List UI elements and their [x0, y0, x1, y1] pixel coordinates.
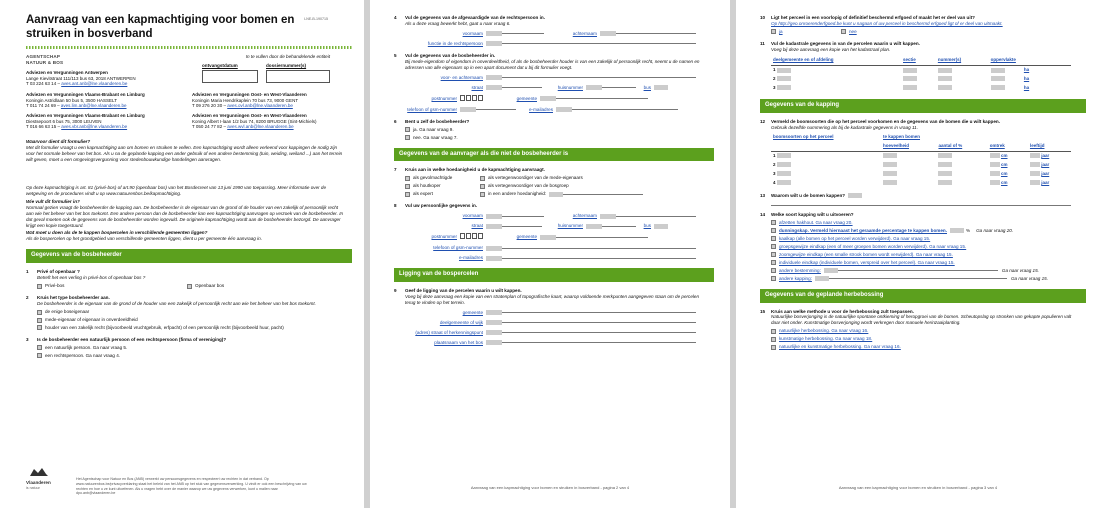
- q14-option: andere kapping: Ga naar vraag 15.: [771, 276, 1086, 282]
- q10-checkbox[interactable]: [771, 29, 776, 34]
- office-mail-link[interactable]: aves.ant.anb@lne.vlaanderen.be: [61, 81, 128, 87]
- q7-checkbox[interactable]: [405, 192, 410, 197]
- q2-option: mede-eigenaar of eigenaar in onverdeeldheid: [37, 317, 352, 323]
- dossiernummer-label: dossiernummer(s): [266, 62, 307, 68]
- agency-line1: AGENTSCHAP: [26, 53, 61, 59]
- q2-checkbox[interactable]: [37, 310, 42, 315]
- question-3: 3 Is de bosbeheerder een natuurlijk persoon of een rechtspersoon (firma of vereniging)?: [26, 336, 227, 342]
- q14-checkbox[interactable]: [771, 252, 776, 257]
- question-7: 7 Kruis aan in welke hoedanigheid u de kapmachtiging aanvraagt.: [394, 167, 545, 173]
- column-header: leeftijd: [1029, 143, 1045, 149]
- q14-checkbox[interactable]: [771, 268, 776, 273]
- huisnummer-label: huisnummer: [557, 223, 583, 229]
- q15-checkbox[interactable]: [771, 337, 776, 342]
- wat-answer: Als de bospercelen op het grondgebied van verschillende gemeenten liggen, dient u per gemeente één aanvraag in.: [26, 236, 262, 242]
- naam-label: voor- en achternaam: [440, 74, 483, 80]
- page-title: Aanvraag van een kapmachtiging voor bomen en struiken in bosverband: [26, 14, 295, 41]
- column-header: te kappen bomen: [883, 134, 921, 140]
- email-label: e-mailadres: [459, 255, 483, 261]
- question-1-sub: Betreft het een verling in privé-bos of openbaar bos ?: [37, 275, 146, 281]
- section-ligging: Ligging van de bospercelen: [394, 268, 714, 282]
- section-herbebossing: Gegevens van de geplande herbebossing: [760, 289, 1086, 303]
- office-mail-link[interactable]: aves.ovl.anb@lne.vlaanderen.be: [227, 103, 293, 109]
- question-2: 2 Kruis het type bosbeheerder aan.: [26, 295, 110, 301]
- q14-checkbox[interactable]: [771, 236, 776, 241]
- deelgemeente-label: deelgemeente of wijk: [439, 319, 483, 325]
- q6-checkbox[interactable]: [405, 127, 410, 132]
- column-header: sectie: [903, 57, 916, 63]
- question-4: 4 Vul de gegevens van de afgevaardigde van de rechtspersoon in.: [394, 15, 545, 20]
- q3-option: een natuurlijk persoon. Ga naar vraag 5.: [37, 345, 352, 351]
- email-input[interactable]: [556, 107, 572, 112]
- q14-option: groepsgewijze eindkap (een of meer groepen bomen worden verwijderd). Ga naar vraag 15.: [771, 244, 1086, 250]
- table-row: 1 ha: [773, 67, 1030, 73]
- q7-checkbox[interactable]: [480, 184, 485, 189]
- column-header: deelgemeente en of afdeling: [773, 57, 834, 63]
- column-header: nummer(s): [937, 57, 962, 63]
- question-12: 12 Vermeld de boomsoorten die op het perceel voorkomen en de gegevens van de bomen die u wilt kappen.: [760, 119, 1000, 125]
- table-row: 3 ha: [773, 84, 1030, 90]
- bus-input[interactable]: [654, 224, 668, 229]
- percentage-input[interactable]: [950, 228, 964, 233]
- naam-input[interactable]: [486, 75, 502, 80]
- q15-option: natuurlijke herbebossing. Ga naar vraag 16.: [771, 328, 1086, 334]
- question-11-sub: Voeg bij deze aanvraag een kopie van het kadastraal plan.: [771, 46, 891, 52]
- q7-checkbox[interactable]: [405, 176, 410, 181]
- q6-option: nee. Ga naar vraag 7.: [405, 135, 714, 141]
- voornaam-input[interactable]: [486, 31, 502, 36]
- question-5-sub: Bij mede-eigendom of eigendom in onverdeeldheid, of als de bosbeheerder houder is van een zakelijk of persoonlijk recht, neemt u de namen en adressen van alle eigenaars op in een apart document dat u bij dit formulier voegt.: [405, 58, 700, 70]
- question-8: 8 Vul uw persoonlijke gegevens in.: [394, 203, 478, 209]
- postnummer-boxes[interactable]: [460, 95, 484, 103]
- q10-checkbox[interactable]: [841, 29, 846, 34]
- table-row: 3 cm jaar: [773, 170, 1050, 176]
- straat-input[interactable]: [486, 85, 502, 90]
- agency-line2: NATUUR & BOS: [26, 59, 64, 65]
- postnummer-label: postnummer: [431, 95, 457, 101]
- q2-checkbox[interactable]: [37, 325, 42, 330]
- gemeente-label: gemeente: [516, 234, 537, 240]
- question-9: 9 Geef de ligging van de percelen waarin u wilt kappen.: [394, 287, 522, 293]
- vlaanderen-logo: Vlaanderen is natuur: [26, 466, 52, 486]
- lion-icon: [26, 466, 52, 478]
- question-14: 14 Welke soort kapping wilt u uitvoeren?: [760, 211, 854, 217]
- table-row: 4 cm jaar: [773, 179, 1050, 185]
- office-brugge: Adviezen en Vergunningen Oost- en West-Vlaanderen Koning Albert I-laan 1/2 bus 74, 8200 BRUGGE (Sint-Michiels) T 050 24 77 82 – aves.wvl.anb@lne.vlaanderen.be: [192, 112, 317, 130]
- office-leuven: Adviezen en Vergunningen Vlaams-Brabant en Limburg Diestsepoort 6 bus 75, 3000 LEUVEN T 016 66 63 15 – aves.vbr.anb@lne.vlaanderen.be: [26, 112, 145, 130]
- wettelijk-text: Op deze kapmachtiging is art. 81 (privé-bos) of art.90 (openbaar bos) van het Bosdecreet van 13 juni 1990 van toepassing. Meer informatie over de wetgeving en de procedures vindt u op www.natuurenbos.be/kapmachtiging.: [26, 184, 327, 196]
- straat-label: straat: [471, 223, 483, 229]
- kapping-input[interactable]: [815, 276, 829, 281]
- huisnummer-label: huisnummer: [557, 84, 583, 90]
- question-10: 10 Ligt het perceel in een voorlopig of definitief beschermd erfgoed of maakt het er deel van uit?: [760, 15, 975, 20]
- q14-checkbox[interactable]: [771, 244, 776, 249]
- q2-option: houder van een zakelijk recht (bijvoorbeeld vruchtgebruik, erfpacht) of een persoonlijk recht (bijvoorbeeld huur, pacht): [37, 325, 347, 331]
- question-9-sub: Voeg bij deze aanvraag een kopie van een stratenplan of topografische kaart, waarop voldoende merkpunten aangegeven staan om de percelen terug te vinden op het terrein.: [405, 293, 700, 305]
- q14-option: afzetten hakhout. Ga naar vraag 20.: [771, 220, 1086, 226]
- functie-label: functie in de rechtspersoon: [427, 40, 483, 46]
- privacy-footer: Het Agentschap voor Natuur en Bos (ANB) verwerkt uw persoonsgegevens en respecteert uw rechten in dat verband. Op www.natuurenbos.be/privacyverklaring staat het beleid van het ANB op het stuk van gegevensverwerking. U vindt er ook een beschrijving van uw rechten en hoe u ze kunt uitoefenen. Als u vragen hebt over de manier waarop we uw gegevens verwerken, kunt u mailen naar dpo.anb@vlaanderen.be: [76, 477, 307, 496]
- achternaam-label: achternaam: [572, 30, 597, 36]
- telefoon-label: telefoon of gsm-nummer: [433, 245, 483, 251]
- openbaar-bos-label: Openbaar bos: [195, 283, 225, 289]
- openbaar-bos-checkbox[interactable]: [187, 284, 192, 289]
- telefoon-input[interactable]: [486, 246, 502, 251]
- question-10-sub: Op http://geo.onroerenderfgoed.be kunt u nagaan of uw perceel in beschermd erfgoed ligt of er deel van uitmaakt.: [771, 20, 1003, 26]
- page-footer: Aanvraag van een kapmachtiging voor bomen en struiken in bosverband - pagina 2 van 4: [470, 484, 630, 490]
- section-aanvrager: Gegevens van de aanvrager als die niet de bosbeheerder is: [394, 148, 714, 162]
- q3-checkbox[interactable]: [37, 353, 42, 358]
- office-mail-link[interactable]: aves.vbr.anb@lne.vlaanderen.be: [61, 124, 128, 130]
- q15-option: natuurlijke en kunstmatige herbebossing. Ga naar vraag 16.: [771, 344, 1086, 350]
- telefoon-input[interactable]: [460, 107, 476, 112]
- office-mail-link[interactable]: aves.lim.anb@lne.vlaanderen.be: [60, 103, 127, 109]
- prive-bos-label: Privé-bos: [45, 283, 65, 289]
- column-header: aantal of %: [938, 143, 963, 149]
- office-antwerpen: Adviezen en Vergunningen Antwerpen Lange Kievitstraat 111/113 bus 63, 2018 ANTWERPEN T 03 224 63 14 – aves.ant.anb@lne.vlaanderen.be: [26, 69, 136, 87]
- bus-label: bus: [643, 223, 651, 229]
- q15-checkbox[interactable]: [771, 329, 776, 334]
- voornaam-input[interactable]: [486, 214, 502, 219]
- q14-checkbox[interactable]: [771, 228, 776, 233]
- q15-option: kunstmatige herbebossing. Ga naar vraag 18.: [771, 336, 1086, 342]
- column-header: hoeveelheid: [883, 143, 910, 149]
- waarvoor-question: Waarvoor dient dit formulier?: [26, 138, 91, 144]
- q3-option: een rechtspersoon. Ga naar vraag 4.: [37, 353, 352, 359]
- question-5: 5 Vul de gegevens van de bosbeheerder in.: [394, 52, 496, 58]
- gemeente-input[interactable]: [540, 235, 556, 240]
- reden-input[interactable]: [848, 193, 862, 198]
- straat-label: straat: [471, 84, 483, 90]
- email-label: e-mailadres: [529, 106, 553, 112]
- wie-question: Wie vult dit formulier in?: [26, 198, 80, 204]
- column-header: boomsoorten op het perceel: [773, 134, 834, 140]
- q14-option: dunningskap. Vermeld hiernaast het geraamde percentage te kappen bomen. % Ga naar vraag 20.: [771, 228, 1086, 234]
- voornaam-label: voornaam: [462, 30, 483, 36]
- achternaam-input[interactable]: [600, 214, 616, 219]
- section-bosbeheerder: Gegevens van de bosbeheerder: [26, 249, 352, 263]
- gemeente-label: gemeente: [516, 95, 537, 101]
- q14-checkbox[interactable]: [771, 276, 776, 281]
- adres-label: (adres) straat of herkenningspunt: [415, 329, 483, 335]
- office-hasselt: Adviezen en Vergunningen Vlaams-Brabant en Limburg Koningin Astridlaan 50 bus 5, 3500 HASSELT T 011 74 24 69 – aves.lim.anb@lne.vlaanderen.be: [26, 91, 145, 109]
- kadaster-table: [771, 56, 1071, 92]
- question-15-sub: Natuurlijke bosverjonging is de natuurlijke spontane ontkieming of heropgroei van de bomen. Scheutopslag op stronken van gekapte populieren valt daar niet onder. Kunstmatige bosverjonging wordt verkregen door manuele herinzaaiplanting.: [771, 314, 1072, 326]
- q2-option: de enige boseigenaar: [37, 309, 352, 315]
- column-header: omtrek: [989, 143, 1005, 149]
- achternaam-input[interactable]: [600, 31, 616, 36]
- voornaam-label: voornaam: [462, 213, 483, 219]
- q14-option: zoomgewijze eindkap (een smalle strook bomen wordt verwijderd). Ga naar vraag 15.: [771, 252, 1086, 258]
- gemeente-label: gemeente: [462, 309, 483, 315]
- gemeente-input[interactable]: [540, 96, 556, 101]
- q7-checkbox[interactable]: [405, 184, 410, 189]
- question-2-sub: De bosbeheerder is de eigenaar van de grond of de houder van een zakelijk of persoonlijk recht aan wie het beheer van het bos toekomt.: [37, 301, 316, 307]
- straat-input[interactable]: [486, 224, 502, 229]
- q7-checkbox[interactable]: [480, 176, 485, 181]
- functie-input[interactable]: [486, 41, 502, 46]
- table-row: 2 ha: [773, 76, 1030, 82]
- adres-input[interactable]: [486, 330, 502, 335]
- question-11: 11 Vul de kadastrale gegevens in van de percelen waarin u wilt kappen.: [760, 40, 920, 46]
- table-row: 1 cm jaar: [773, 153, 1050, 159]
- wie-answer: Normaal gezien vraagt de bosbeheerder de kapping aan. De bosbeheerder is de eigenaar van de grond of de houder van een zakelijk of persoonlijk recht aan wie het beheer van het bos toekomt. Een andere persoon dan de bosbeheerder kan een kapmachtiging aanvragen op verzoek van de bosbeheerder. In dat geval moeten ook de gegevens van de bosbeheerder worden ingevuld. De originele kapmachtiging wordt aan de bosbeheerder bezorgd. De aanvrager krijgt een kopie toegestuurd.: [26, 204, 344, 228]
- question-4-sub: Als u deze vraag bewerkt hebt, gaat u naar vraag 6.: [405, 20, 511, 26]
- question-13: 13 Waarom wilt u de bomen kappen?: [760, 193, 1086, 199]
- ontvangstdatum-label: ontvangstdatum: [202, 62, 238, 68]
- question-1: 1 Privé of openbaar ?: [26, 269, 80, 275]
- bus-label: bus: [643, 84, 651, 90]
- achternaam-label: achternaam: [572, 213, 597, 219]
- prive-bos-checkbox[interactable]: [37, 284, 42, 289]
- q14-checkbox[interactable]: [771, 260, 776, 265]
- office-mail-link[interactable]: aves.wvl.anb@lne.vlaanderen.be: [227, 124, 294, 130]
- q3-checkbox[interactable]: [37, 345, 42, 350]
- q15-checkbox[interactable]: [771, 345, 776, 350]
- waarvoor-answer: Met dit formulier vraagt u een kapmachtiging aan om bomen en struiken te vellen. Een kapmachtiging wordt alleen verleend voor kappingen de nodig zijn voor het normale beheer van het bos. Als u na de geplande kapping een ander gebruik of een andere bestemming (tuin, weiding, weiland ...) aan het terrein wilt geven, moet u een omgevingsvergunning voor stedenbouwkundige handelingen aanvragen.: [26, 144, 343, 162]
- page-2: 4 Vul de gegevens van de afgevaardigde van de rechtspersoon in. Als u deze vraag bewerkt hebt, gaat u naar vraag 6. voornaam achternaam functie in de rechtspersoon 5 Vul de gegevens van de bosbeheerder in. Bij mede-eigendom of eigendom in onverdeeldheid, of als de bosbeheerder houder is van een zakelijk of persoonlijk recht, neemt u de namen en adressen van alle eigenaars op in een apart document dat u bij dit formulier voegt. voor- en achternaam straat huisnummer bus postnummer gemeente telefoon of gsm-nummer e-mailadres 6 Bent u zelf de bosbeheerder? ja. Ga naar vraag 9. nee. Ga naar vraag 7. Gegevens van de aanvrager als die niet de bosbeheerder is 7 Kruis aan in welke hoedanigheid u de kapmachtiging aanvraagt. als gevolmachtigde als vertegenwoordiger van de mede-eigenaars als houtkoper als vertegenwoordiger van de bosgroep als expert in een andere hoedanigheid: 8 Vul uw persoonlijke gegevens in. voornaam achternaam straat huisnummer bus postnummer gemeente telefoon of gsm-nummer e-mailadres Ligging van de bospercelen 9 Geef de ligging van de percelen waarin u wilt kappen. Voeg bij deze aanvraag een kopie van een stratenplan of topografische kaart, waarop voldoende merkpunten aangegeven staan om de percelen terug te vinden op het terrein. gemeente deelgemeente of wijk (adres) straat of herkenningspunt plaatsnaam van het bos Aanvraag van een kapmachtiging voor bomen en struiken in bosverband - pagina 2 van 4: [370, 0, 730, 508]
- email-input[interactable]: [486, 256, 502, 261]
- wat-question: Wat moet u doen als de te kappen bospercelen in verschillende gemeenten liggen?: [26, 230, 208, 236]
- gemeente-input[interactable]: [486, 310, 502, 315]
- q14-checkbox[interactable]: [771, 220, 776, 225]
- huisnummer-input[interactable]: [586, 224, 602, 229]
- page-footer: Aanvraag van een kapmachtiging voor bomen en struiken in bosverband - pagina 3 van 4: [838, 484, 998, 490]
- postnummer-boxes[interactable]: [460, 233, 484, 241]
- huisnummer-input[interactable]: [586, 85, 602, 90]
- in-te-vullen: In te vullen door de behandelende entiteit: [245, 53, 330, 59]
- page-3: 10 Ligt het perceel in een voorlopig of definitief beschermd erfgoed of maakt het er deel van uit? Op http://geo.onroerenderfgoed.be kunt u nagaan of uw perceel in beschermd erfgoed ligt of er deel van uitmaakt. ja nee 11 Vul de kadastrale gegevens in van de percelen waarin u wilt kappen. Voeg bij deze aanvraag een kopie van het kadastraal plan. deelgemeente en of afdeling sectie nummer(s) oppervlakte 1 ha 2 ha 3 ha Gegevens van de kapping 12 Vermeld de boomsoorten die op het perceel voorkomen en de gegevens van de bomen die u wilt kappen. Gebruik dezelfde nummering als bij de kadastrale gegevens in vraag 11. boomsoorten op het perceel te kappen bomen hoeveelheid aantal of % omtrek leeftijd 1 cm jaar 2 cm jaar 3 cm jaar 4 cm jaar 13 Waarom wilt u de bomen kappen? 14 Welke soort kapping wilt u uitvoeren? afzetten hakhout. Ga naar vraag 20. dunningskap. Vermeld hiernaast het geraamde percentage te kappen bomen. % Ga naar vraag 20. kaalkap (alle bomen op het perceel worden verwijderd). Ga naar vraag 15. groepsgewijze eindkap (een of meer groepen bomen worden verwijderd). Ga naar vraag 15. zoomgewijze eindkap (een smalle strook bomen wordt verwijderd). Ga naar vraag 15. individuele eindkap (individuele bomen, verspreid over het perceel). Ga naar vraag 15. andere bestemming: Ga naar vraag 15. andere kapping: Ga naar vraag 15. Gegevens van de geplande herbebossing 15 Kruis aan welke methode u voor de herbebossing zult toepassen. Natuurlijke bosverjonging is de natuurlijke spontane ontkieming of heropgroei van de bomen. Scheutopslag op stronken van gekapte populieren valt daar niet onder. Kunstmatige bosverjonging wordt verkregen door manuele herinzaaiplanting. natuurlijke herbebossing. Ga naar vraag 16. kunstmatige herbebossing. Ga naar vraag 18. natuurlijke en kunstmatige herbebossing. Ga naar vraag 16. Aanvraag van een kapmachtiging voor bomen en struiken in bosverband - pagina 3 van 4: [736, 0, 1100, 508]
- hoedanigheid-input[interactable]: [549, 192, 563, 197]
- question-12-sub: Gebruik dezelfde nummering als bij de kadastrale gegevens in vraag 11.: [771, 124, 918, 130]
- q14-option: kaalkap (alle bomen op het perceel worden verwijderd). Ga naar vraag 15.: [771, 236, 1086, 242]
- plaatsnaam-label: plaatsnaam van het bos: [434, 339, 483, 345]
- plaatsnaam-input[interactable]: [486, 340, 502, 345]
- page-1: [0, 0, 364, 508]
- question-6: 6 Bent u zelf de bosbeheerder?: [394, 118, 470, 124]
- kapping-table: [771, 133, 1071, 187]
- column-header: oppervlakte: [990, 57, 1016, 63]
- table-row: 2 cm jaar: [773, 161, 1050, 167]
- ontvangstdatum-field[interactable]: [202, 70, 258, 83]
- q14-option: andere bestemming: Ga naar vraag 15.: [771, 268, 1086, 274]
- deelgemeente-input[interactable]: [486, 320, 502, 325]
- bus-input[interactable]: [654, 85, 668, 90]
- q14-option: individuele eindkap (individuele bomen, verspreid over het perceel). Ga naar vraag 15.: [771, 260, 1086, 266]
- dotted-divider: [26, 46, 352, 49]
- telefoon-label: telefoon of gsm-nummer: [407, 106, 457, 112]
- q7-checkbox[interactable]: [480, 192, 485, 197]
- q2-checkbox[interactable]: [37, 318, 42, 323]
- q6-option: ja. Ga naar vraag 9.: [405, 127, 714, 133]
- form-number: LNE-B-190715: [304, 17, 328, 21]
- postnummer-label: postnummer: [431, 234, 457, 240]
- question-15: 15 Kruis aan welke methode u voor de herbebossing zult toepassen.: [760, 308, 914, 314]
- dossiernummer-field[interactable]: [266, 70, 330, 83]
- section-kapping: Gegevens van de kapping: [760, 99, 1086, 113]
- q6-checkbox[interactable]: [405, 135, 410, 140]
- bestemming-input[interactable]: [824, 268, 838, 273]
- office-gent: Adviezen en Vergunningen Oost- en West-Vlaanderen Koningin Maria Hendrikaplein 70 bus 73, 9000 GENT T 09 276 20 30 – aves.ovl.anb@lne.vlaanderen.be: [192, 91, 307, 109]
